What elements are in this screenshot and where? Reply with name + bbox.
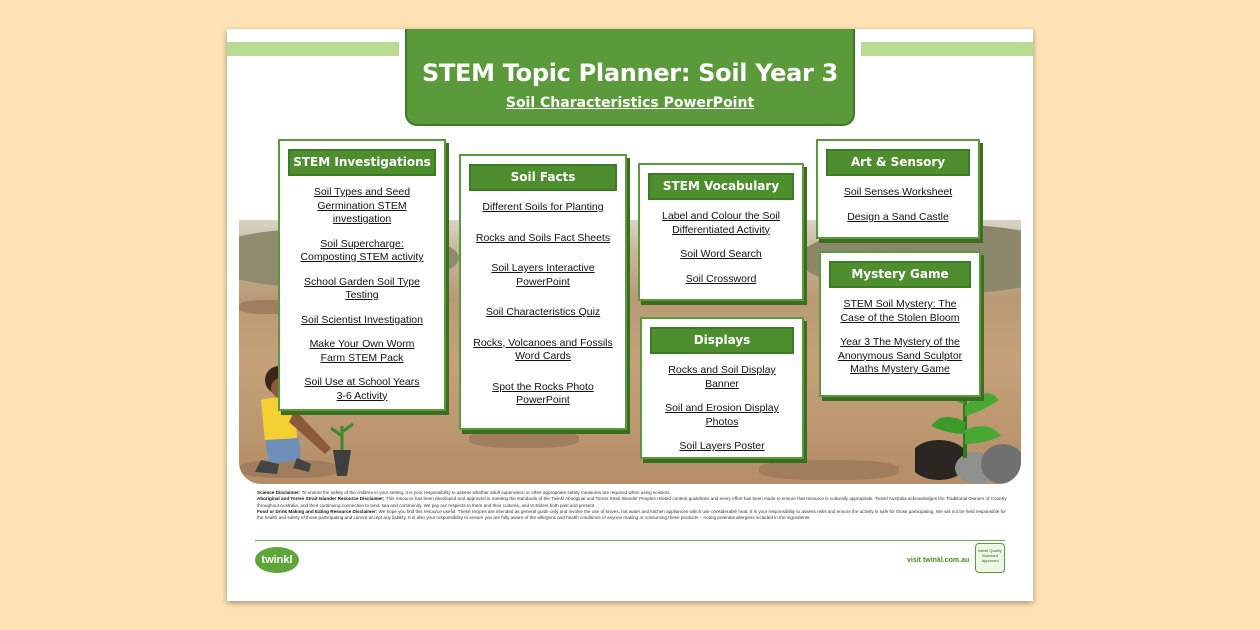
card-mystery-game bbox=[819, 251, 981, 397]
card-displays bbox=[640, 317, 804, 459]
resource-link[interactable]: Label and Colour the Soil Differentiated Activity bbox=[662, 210, 780, 236]
card-title: Art & Sensory bbox=[826, 149, 970, 176]
resource-link[interactable]: Rocks, Volcanoes and Fossils Word Cards bbox=[473, 336, 613, 362]
card-title: Mystery Game bbox=[829, 261, 971, 288]
visit-website-link[interactable]: visit twinkl.com.au bbox=[907, 557, 970, 564]
disclaimer-label: Food or Drink Making and Eating Resource Disclaimer: bbox=[257, 508, 378, 514]
resource-link[interactable]: Soil and Erosion Display Photos bbox=[665, 402, 779, 428]
resource-link[interactable]: Year 3 The Mystery of the Anonymous Sand Sculptor Maths Mystery Game bbox=[837, 336, 963, 375]
resource-link[interactable]: Soil Use at School Years 3-6 Activity bbox=[304, 376, 420, 402]
resource-link[interactable]: Spot the Rocks Photo PowerPoint bbox=[492, 380, 594, 406]
disclaimer-body: To ensure the safety of the children in your setting, it is your responsibility to assess whether adult supervision or other appropriate safety measures are required when using scissors. bbox=[301, 490, 671, 495]
resource-link[interactable]: STEM Soil Mystery: The Case of the Stolen Bloom bbox=[840, 298, 960, 324]
resource-link[interactable]: Make Your Own Worm Farm STEM Pack bbox=[309, 338, 415, 364]
resource-link[interactable]: Soil Senses Worksheet bbox=[843, 186, 953, 198]
resource-link[interactable]: Design a Sand Castle bbox=[847, 210, 949, 223]
rock bbox=[469, 430, 579, 448]
resource-link[interactable]: Soil Supercharge: Composting STEM activity bbox=[300, 237, 424, 263]
resource-link[interactable]: Rocks and Soil Display Banner bbox=[668, 364, 776, 390]
footer-divider bbox=[255, 540, 1005, 541]
resource-link[interactable]: Soil Types and Seed Germination STEM investigation bbox=[313, 186, 411, 225]
disclaimer-body: This resource has been developed and approved in meeting the standards of the Twinkl Aboriginal and Torres Strait Islander Peoples related content guidelines and every effort has been made to ensure that resource is culturally appropriate. Twinkl Australia acknowledges the Traditional Owners of Country throughout Australia, and their continuing connection to land, sea and community. We pay our respects to them and their cultures, and to Elders both past and present. bbox=[257, 496, 1007, 508]
disclaimer-label: Aboriginal and Torres Strait Islander Resource Disclaimer: bbox=[257, 496, 385, 502]
card-title: STEM Vocabulary bbox=[648, 173, 794, 200]
card-title: STEM Investigations bbox=[288, 149, 436, 176]
resource-link[interactable]: Different Soils for Planting bbox=[482, 201, 604, 213]
top-decor-bar-left bbox=[227, 42, 399, 56]
card-art-sensory bbox=[816, 139, 980, 239]
resource-link[interactable]: Soil Crossword bbox=[685, 272, 757, 285]
resource-link[interactable]: Soil Word Search bbox=[680, 248, 762, 260]
card-stem-investigations bbox=[278, 139, 446, 411]
top-decor-bar-right bbox=[861, 42, 1033, 56]
disclaimer-text bbox=[257, 490, 1007, 521]
disclaimer-body: We hope you find this resource useful. These recipes are intended as general guide only and involve the use of knives, hot water and kitchen appliances which use considerable heat. It is your responsibility to assess risks and ensure the activity is safe for those participating. We will not be held responsible for the health and safety of those participating and cannot accept any liability. It is also your responsibility to ensure you are fully aware of the allergens and health conditions of anyone making or consuming these products – noting potential allergens included in the ingredients. bbox=[257, 508, 1006, 521]
resource-link[interactable]: Rocks and Soils Fact Sheets bbox=[475, 231, 611, 244]
card-stem-vocabulary bbox=[638, 163, 804, 301]
rock bbox=[759, 460, 899, 480]
resource-link[interactable]: Soil Scientist Investigation bbox=[301, 313, 423, 326]
resource-link[interactable]: Soil Layers Poster bbox=[679, 440, 765, 452]
quality-badge-icon: twinkl Quality Standard Approved bbox=[975, 543, 1005, 573]
resource-link[interactable]: School Garden Soil Type Testing bbox=[304, 275, 420, 301]
twinkl-logo[interactable]: twinkl bbox=[255, 547, 299, 573]
card-title: Displays bbox=[650, 327, 794, 354]
card-soil-facts bbox=[459, 154, 627, 430]
soil-characteristics-powerpoint-link[interactable]: Soil Characteristics PowerPoint bbox=[505, 95, 755, 111]
card-title: Soil Facts bbox=[469, 164, 617, 191]
resource-link[interactable]: Soil Characteristics Quiz bbox=[485, 306, 601, 318]
page-title: STEM Topic Planner: Soil Year 3 bbox=[421, 59, 839, 87]
disclaimer-label: Science Disclaimer: bbox=[257, 490, 301, 495]
planner-sheet bbox=[227, 29, 1033, 601]
resource-link[interactable]: Soil Layers Interactive PowerPoint bbox=[491, 262, 595, 288]
planner-header bbox=[405, 29, 855, 126]
